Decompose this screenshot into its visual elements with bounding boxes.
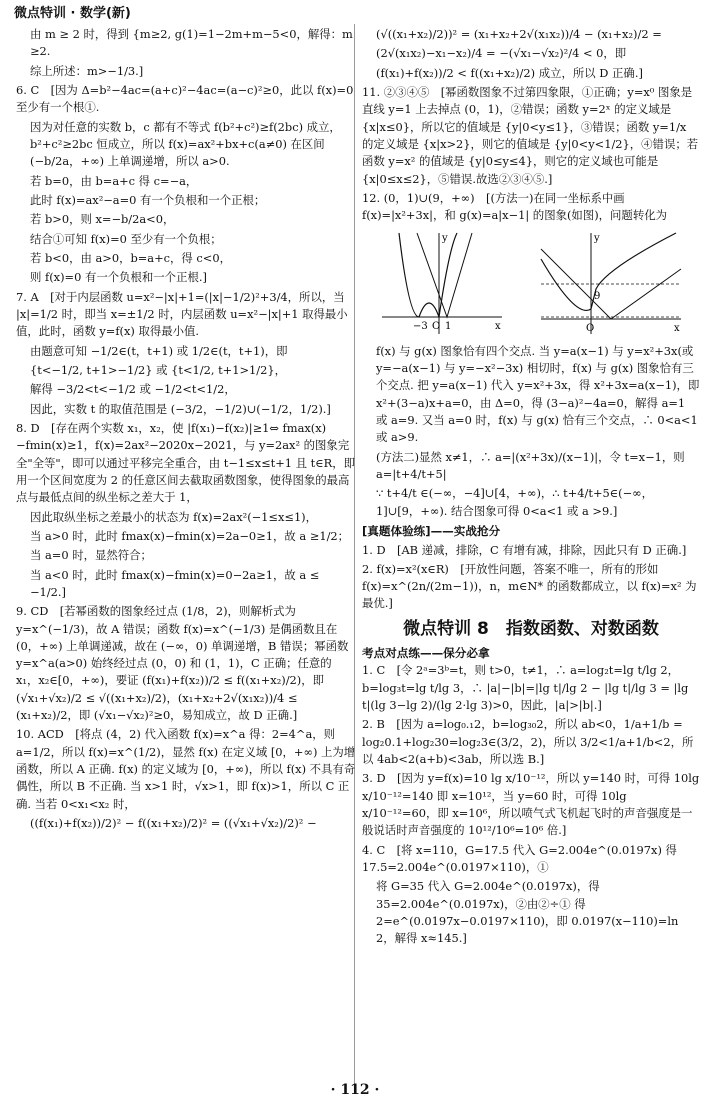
- left-column: [16, 26, 356, 834]
- exam-item: 1. D [AB 递减，排除，C 有增有减，排除，因此只有 D 正确.]: [362, 542, 687, 557]
- page-number: · 112 ·: [330, 1082, 380, 1098]
- unit-item: 将 G=35 代入 G=2.004e^(0.0197x)，得 35=2.004e^(0.0197x)，②由②÷① 得 2=e^(0.0197x−0.0197×110)，即 0.0197(x−110)=ln 2，解得 x≈145.]: [376, 879, 679, 946]
- exam-section-title: [真题体验练]——实战抢分: [362, 523, 501, 538]
- answer-11: 11. ②③④⑤ [幂函数图象不过第四象限，①正确；y=x⁰ 图象是直线 y=1 上去掉点 (0，1)，②错误；函数 y=2ˣ 的定义域是 {x|x≤0}，所以它的值域是 {y|0<y≤1}，③错误；函数 y=1/x 的定义域是 {x|x>2}，则它的值域是 {y|0<y<1/2}，④错误；若函数 y=x² 的值域是 {y|0≤y≤4}，则它的定义域也可能是 {x|0≤x≤2}，⑤错误.故选②③④⑤.]: [362, 84, 699, 186]
- paragraph: f(x) 与 g(x) 图象恰有四个交点. 当 y=a(x−1) 与 y=x²+3x(或 y=−a(x−1) 与 y=−x²−3x) 相切时，f(x) 与 g(x) 图象恰有三个交点. 把 y=a(x−1) 代入 y=x²+3x，得 x²+3x=a(x−1)，即 x²+(3−a)x+a=0，由 Δ=0，得 (3−a)²−4a=0，解得 a=1 或 a=9. 又当 a=0 时，f(x) 与 g(x) 恰有三个交点，∴ 0<a<1 或 a>9.: [376, 343, 700, 445]
- label-y: y: [593, 232, 600, 244]
- paragraph: (√((x₁+x₂)/2))² = (x₁+x₂+2√(x₁x₂))/4 − (x₁+x₂)/2 =: [376, 27, 662, 41]
- paragraph: 若 b=0，由 b=a+c 得 c=−a，: [30, 173, 198, 188]
- paragraph: 当 a>0 时，此时 fmax(x)−fmin(x)=2a−0≥1，故 a ≥1/2；: [30, 528, 350, 543]
- paragraph: 解得 −3/2<t<−1/2 或 −1/2<t<1/2，: [30, 382, 236, 397]
- label-nine: 9: [593, 290, 600, 302]
- paragraph: 结合①可知 f(x)=0 至少有一个负根；: [30, 231, 222, 246]
- right-column: [362, 26, 700, 950]
- unit-subtitle: 考点对点练——保分必拿: [362, 645, 490, 660]
- label-y: y: [441, 232, 448, 244]
- paragraph: 若 b>0，则 x=−b/2a<0，: [30, 212, 175, 227]
- label-origin: O: [585, 322, 594, 334]
- paragraph: 当 a=0 时，显然符合；: [30, 548, 152, 563]
- unit-item: 2. B [因为 a=log₀.₁2，b=log₃₀2，所以 ab<0，1/a+1/b = log₂0.1+log₂30=log₂3∈(3/2，2)，所以 3/2<1/a+1/b<2，所以 4ab<2(a+b)<3ab，所以选 B.]: [362, 717, 694, 766]
- graph-left: [377, 229, 507, 339]
- exam-item: 2. f(x)=x²(x∈R) [开放性问题，答案不唯一，所有的形如 f(x)=x^(2n/(2m−1))，n，m∈N* 的函数都成立，以 f(x)=x² 为最优.]: [362, 561, 697, 611]
- label-x: x: [673, 322, 680, 334]
- paragraph: 若 b<0，由 a>0，b=a+c，得 c<0，: [30, 250, 231, 265]
- answer-9: 9. CD [若幂函数的图象经过点 (1/8，2)，则解析式为 y=x^(−1/3)，故 A 错误；函数 f(x)=x^(−1/3) 是偶函数且在 (0，+∞) 上单调递减，故在 (−∞，0) 单调递增，B 错误；幂函数 y=x^a(a>0) 始终经过点 (0，0) 和 (1，1)，C 正确；任意的 x₁，x₂∈[0，+∞)，要证 (f(x₁)+f(x₂))/2 ≤ f((x₁+x₂)/2)，即 (√x₁+√x₂)/2 ≤ √((x₁+x₂)/2)，(x₁+x₂+2√(x₁x₂))/4 ≤ (x₁+x₂)/2，即 (√x₁−√x₂)²≥0，易知成立，故 D 正确.]: [16, 604, 349, 723]
- paragraph: 当 a<0 时，此时 fmax(x)−fmin(x)=0−2a≥1，故 a ≤ −1/2.]: [30, 567, 320, 599]
- paragraph: (2√(x₁x₂)−x₁−x₂)/4 = −(√x₁−√x₂)²/4 < 0，即: [376, 46, 627, 61]
- paragraph: 由 m ≥ 2 时，得到 {m≥2, g(1)=1−2m+m−5<0，解得：m ≥2.: [30, 27, 353, 59]
- paragraph: 此时 f(x)=ax²−a=0 有一个负根和一个正根；: [30, 192, 266, 207]
- answer-6: 6. C [因为 Δ=b²−4ac=(a+c)²−4ac=(a−c)²≥0，此以 f(x)=0 至少有一个根①.: [16, 82, 354, 115]
- paragraph: 则 f(x)=0 有一个负根和一个正根.]: [30, 270, 207, 285]
- unit-item: 3. D [因为 y=f(x)=10 lg x/10⁻¹²，所以 y=140 时，可得 10lg x/10⁻¹²=140 即 x=10¹²，当 y=60 时，可得 10lg x/10⁻¹²=60，即 x=10⁶，所以喷气式飞机起飞时的声音强度是一般说话时声音强度的 10¹²/10⁶=10⁶ 倍.]: [362, 771, 700, 838]
- paragraph: (f(x₁)+f(x₂))/2 < f((x₁+x₂)/2) 成立，所以 D 正确.]: [376, 65, 643, 80]
- paragraph: {t<−1/2, t+1>−1/2} 或 {t<1/2, t+1>1/2}，: [30, 362, 286, 377]
- label-origin: O: [431, 320, 440, 332]
- paragraph: 因此，实数 t 的取值范围是 (−3/2，−1/2)∪(−1/2，1/2).]: [30, 401, 331, 416]
- paragraph: (方法二)显然 x≠1，∴ a=|(x²+3x)/(x−1)|，令 t=x−1，则 a=|t+4/t+5|: [376, 449, 685, 481]
- paragraph: 因此取纵坐标之差最小的状态为 f(x)=2ax²(−1≤x≤1)，: [30, 509, 318, 524]
- answer-8: 8. D [存在两个实数 x₁，x₂，使 |f(x₁)−f(x₂)|≥1⇔ fmax(x)−fmin(x)≥1，f(x)=2ax²−2020x−2021，与 y=2ax² 的图象完全"全等"，即可以通过平移完全重合，由 t−1≤x≤t+1 且 t∈R，即用一个区间宽度为 2 的任意区间去截取函数图象，使得图象的最高点与最低点间的纵坐标之差大于 1，: [16, 420, 355, 505]
- paragraph: ∵ t+4/t ∈(−∞，−4]∪[4，+∞)，∴ t+4/t+5∈(−∞，1]∪[9，+∞). 结合图象可得 0<a<1 或 a >9.]: [376, 486, 654, 518]
- unit-item: 4. C [将 x=110，G=17.5 代入 G=2.004e^(0.0197x) 得 17.5=2.004e^(0.0197×110)，①: [362, 842, 677, 874]
- answer-7: 7. A [对于内层函数 u=x²−|x|+1=(|x|−1/2)²+3/4，所以，当 |x|=1/2 时，即当 x=±1/2 时，内层函数 u=x²−|x|+1 取得最小值，此时，函数 y=f(x) 取得最小值.: [16, 289, 348, 339]
- paragraph: 因为对任意的实数 b，c 都有不等式 f(b²+c²)≥f(2bc) 成立，b²+c²≥2bc 恒成立，所以 f(x)=ax²+bx+c(a≠0) 在区间 (−b/2a，+∞) 上单调递增，所以 a>0.: [30, 119, 341, 169]
- paragraph: 由题意可知 −1/2∈(t，t+1) 或 1/2∈(t，t+1)，即: [30, 343, 288, 358]
- graph-right: [536, 229, 686, 339]
- unit-title: 微点特训 8 指数函数、对数函数: [403, 618, 659, 639]
- label-x: x: [494, 320, 501, 332]
- answer-10: 10. ACD [将点 (4，2) 代入函数 f(x)=x^a 得：2=4^a，则 a=1/2，所以 f(x)=x^(1/2)，显然 f(x) 在定义域 [0，+∞) 上为增函数，所以 A 正确. f(x) 的定义域为 [0，+∞)，所以 f(x) 不具有奇偶性，所以 B 不正确. 当 x>1 时，√x>1，即 f(x)>1，所以 C 正确. 当若 0<x₁<x₂ 时，: [16, 727, 356, 811]
- figures: [362, 229, 700, 339]
- label-one: 1: [444, 320, 451, 332]
- paragraph: ((f(x₁)+f(x₂))/2)² − f((x₁+x₂)/2)² = ((√x₁+√x₂)/2)² −: [30, 816, 317, 831]
- running-header: 微点特训 · 数学(新): [14, 6, 131, 21]
- paragraph: 综上所述：m>−1/3.]: [30, 63, 144, 78]
- unit-item: 1. C [令 2ᵃ=3ᵇ=t，则 t>0，t≠1，∴ a=log₂t=lg t/lg 2，b=log₃t=lg t/lg 3，∴ |a|−|b|=|lg t|/lg 2 − |lg t|/lg 3 = |lg t|(lg 3−lg 2)/(lg 2·lg 3)>0，因此，|a|>|b|.]: [362, 663, 689, 712]
- answer-12: 12. (0，1)∪(9，+∞) [(方法一)在同一坐标系中画 f(x)=|x²+3x|，和 g(x)=a|x−1| 的图象(如图)，问题转化为: [362, 190, 667, 223]
- label-neg3: −3: [412, 320, 428, 332]
